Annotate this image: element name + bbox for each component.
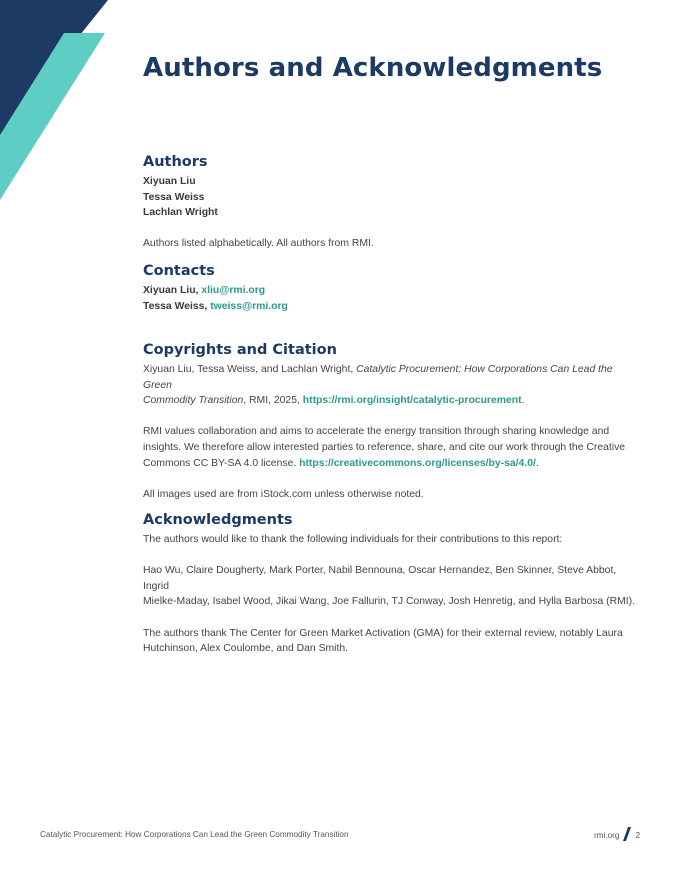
authors-note: Authors listed alphabetically. All authors from RMI.: [143, 238, 374, 250]
authors-section: [143, 153, 643, 252]
author-name: Tessa Weiss: [143, 191, 205, 203]
acknowledgments-review: [143, 626, 643, 657]
footer-site-link[interactable]: rmi.org: [593, 831, 620, 840]
contacts-heading: Contacts: [143, 263, 215, 279]
images-note: All images used are from iStock.com unless otherwise noted.: [143, 488, 424, 500]
authors-heading: Authors: [143, 154, 208, 170]
contact-email-link[interactable]: xliu@rmi.org: [201, 285, 266, 296]
license-end: .: [535, 457, 539, 469]
citation-title-line2: Commodity Transition: [143, 395, 244, 407]
contact-item: [143, 283, 643, 299]
acknowledgments-review-line2: Hutchinson, Alex Coulombe, and Dan Smith.: [143, 643, 349, 655]
copyrights-heading: Copyrights and Citation: [143, 342, 337, 358]
citation-title-line1: Catalytic Procurement: How Corporations Can Lead the Green: [143, 364, 613, 391]
license-url-link[interactable]: https://creativecommons.org/licenses/by-sa/4.0/: [299, 457, 536, 469]
citation-url-link[interactable]: https://rmi.org/insight/catalytic-procurement: [302, 395, 522, 407]
contacts-section: [143, 262, 643, 314]
license-text-line1: RMI values collaboration and aims to accelerate the energy transition through sharing knowledge and: [143, 426, 610, 438]
citation-authors: Xiyuan Liu, Tessa Weiss, and Lachlan Wright,: [143, 364, 357, 375]
license-text-line3: Commons CC BY-SA 4.0 license.: [143, 457, 300, 469]
acknowledgments-names: [143, 563, 643, 610]
author-name: Xiyuan Liu: [143, 176, 196, 187]
contact-email-link[interactable]: tweiss@rmi.org: [210, 300, 288, 312]
corner-decoration: [0, 0, 120, 210]
acknowledgments-names-line1: Hao Wu, Claire Dougherty, Mark Porter, Nabil Bennouna, Oscar Hernandez, Ben Skinner, Steve Abbot, Ingrid: [143, 565, 617, 592]
copyrights-section: [143, 341, 643, 502]
acknowledgments-heading: Acknowledgments: [143, 512, 293, 528]
citation-publisher: , RMI, 2025,: [243, 395, 303, 407]
author-name: Lachlan Wright: [143, 207, 218, 219]
acknowledgments-intro: The authors would like to thank the following individuals for their contributions to this report:: [143, 534, 563, 545]
acknowledgments-section: [143, 511, 643, 657]
page-title: Authors and Acknowledgments: [143, 53, 603, 83]
footer-page-number: 2: [635, 831, 640, 840]
acknowledgments-review-line1: The authors thank The Center for Green Market Activation (GMA) for their external review, notably Laura: [143, 627, 623, 639]
license-text-line2: insights. We therefore allow interested parties to reference, share, and cite our work through the Creative: [143, 441, 626, 453]
footer-right: [594, 830, 640, 841]
footer-report-title: Catalytic Procurement: How Corporations Can Lead the Green Commodity Transition: [40, 830, 349, 839]
slash-icon: [623, 827, 631, 841]
acknowledgments-names-line2: Mielke-Maday, Isabel Wood, Jikai Wang, Joe Fallurin, TJ Conway, Josh Henretig, and Hylla Barbosa (RMI).: [143, 596, 636, 608]
contact-name: Tessa Weiss,: [143, 300, 211, 312]
citation-paragraph: [143, 362, 643, 409]
contact-name: Xiyuan Liu,: [143, 285, 202, 296]
citation-end: .: [521, 395, 525, 407]
contact-item: [143, 299, 643, 315]
license-paragraph: [143, 424, 643, 471]
